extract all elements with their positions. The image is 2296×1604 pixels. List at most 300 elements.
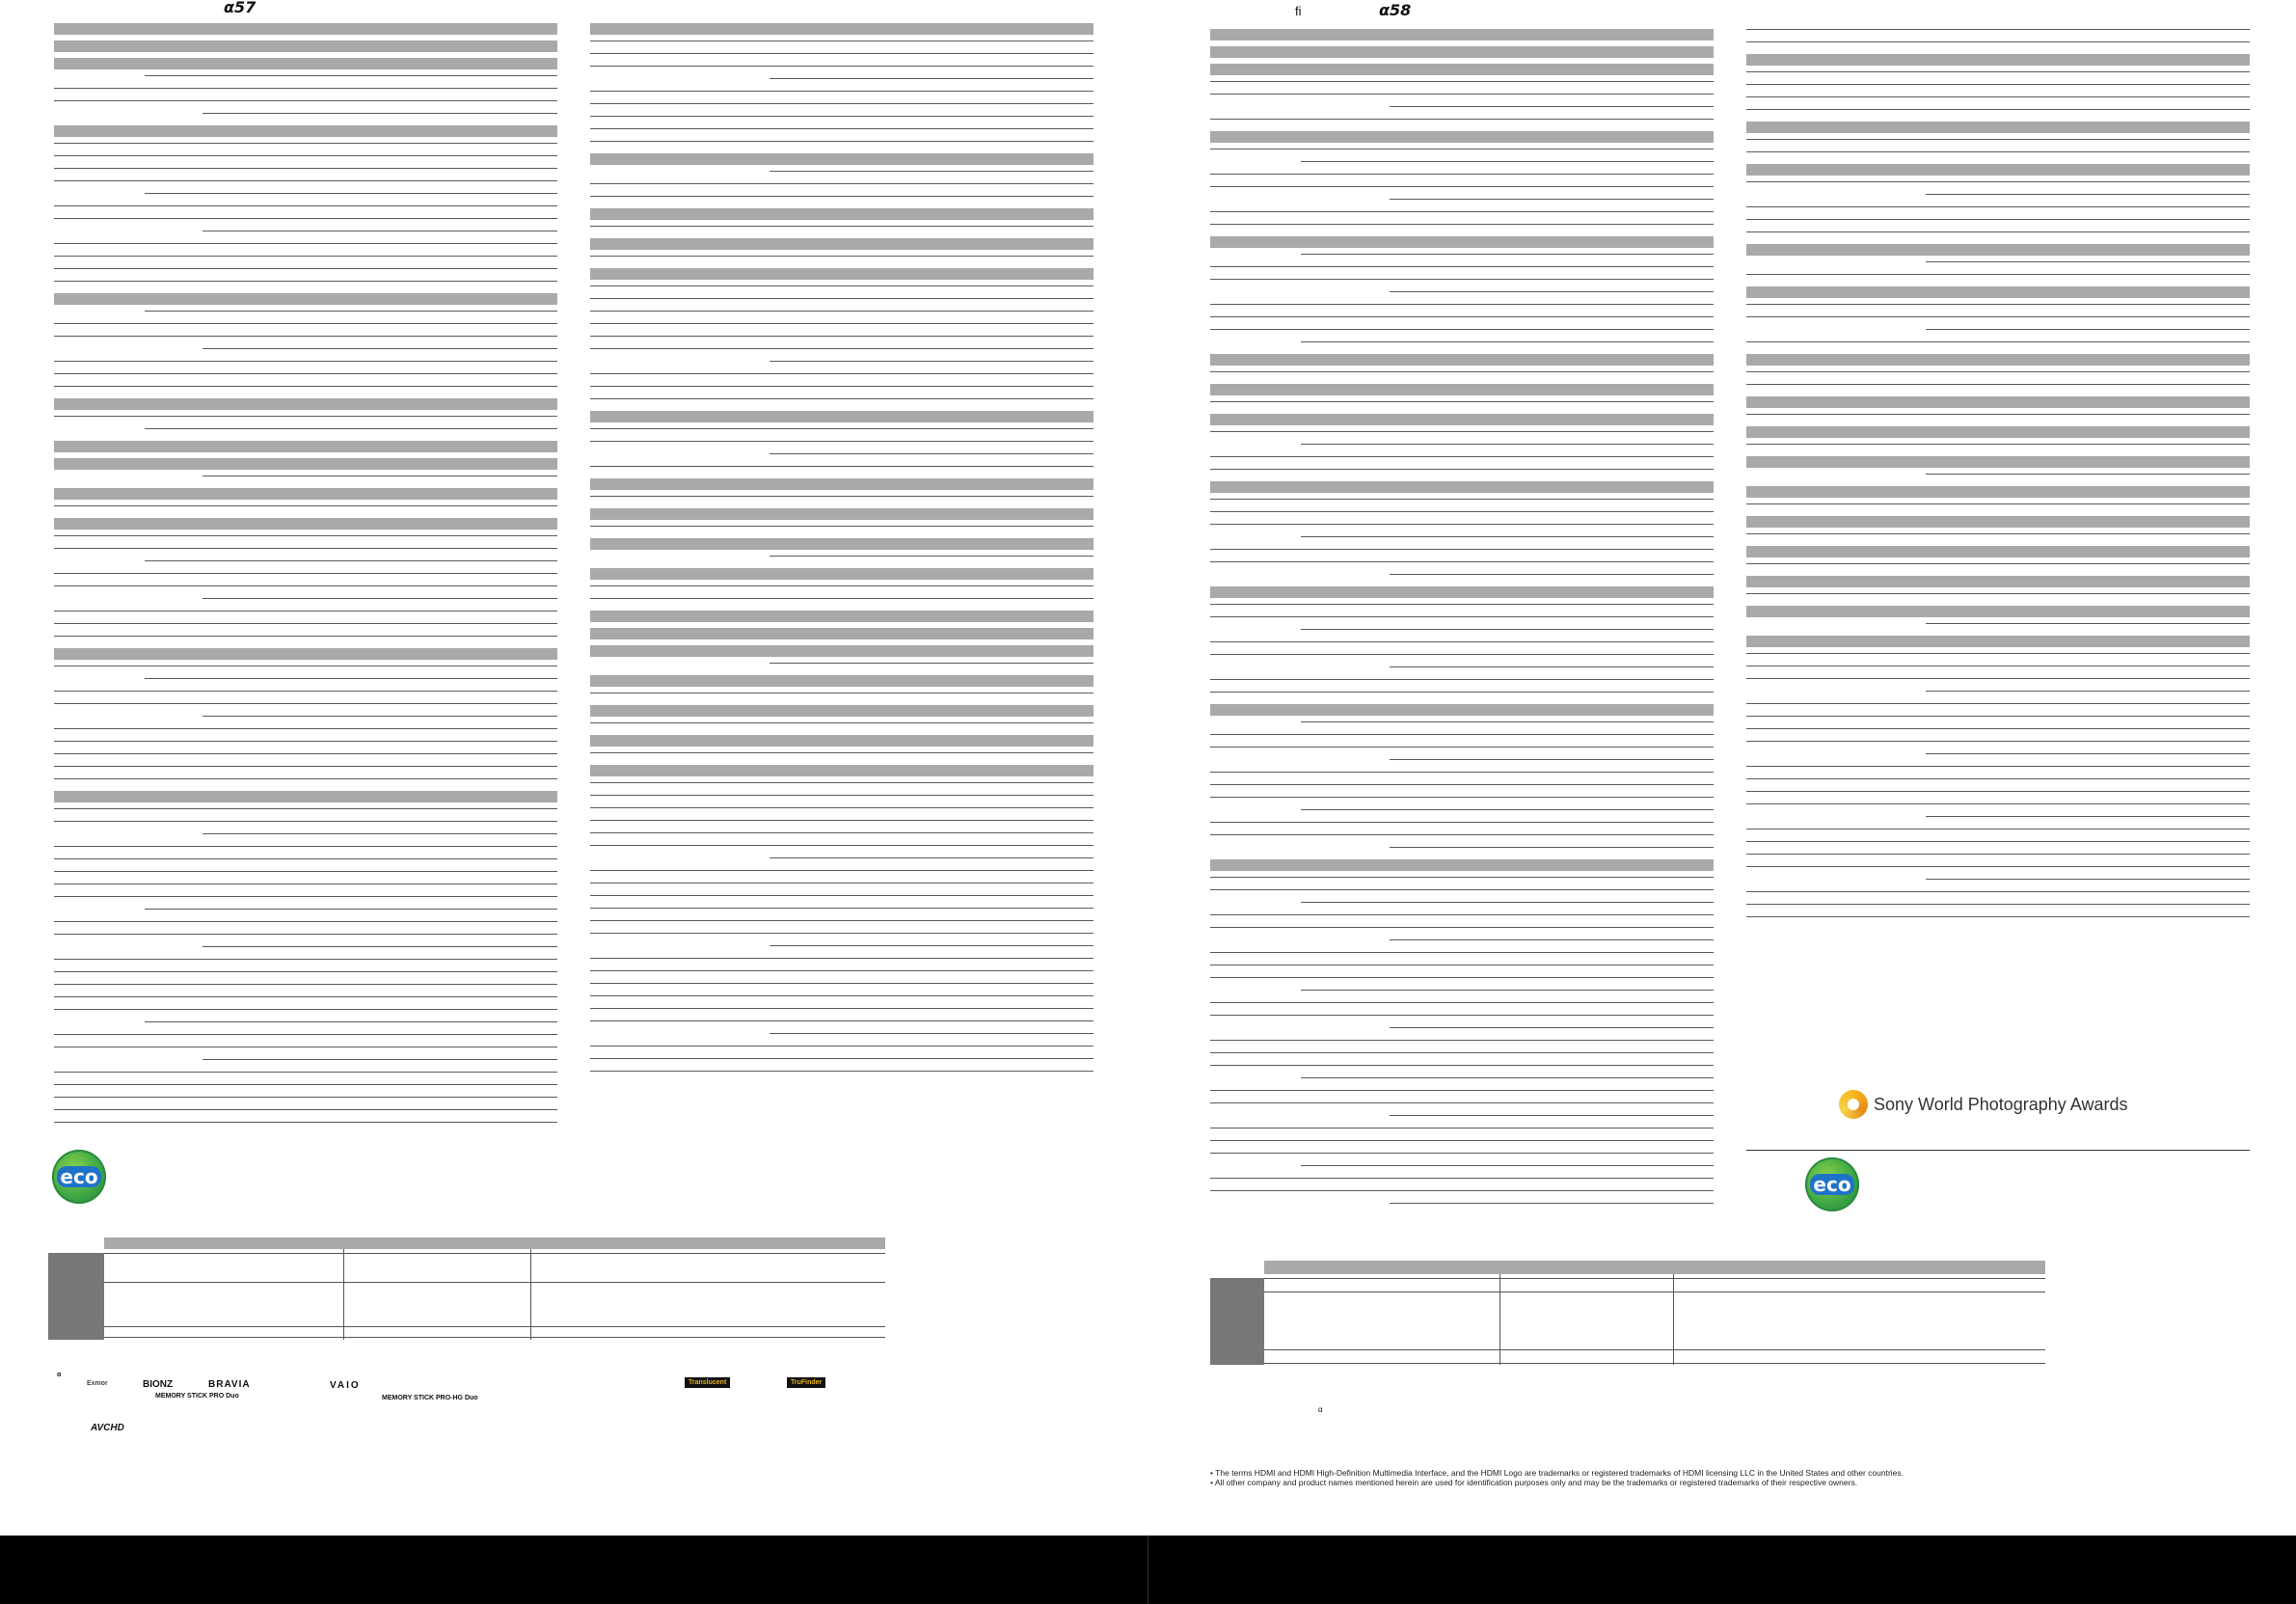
memory-stick-pro-hg-duo-logo: MEMORY STICK PRO-HG Duo [382, 1395, 478, 1401]
section-header-band [54, 293, 557, 305]
spec-row-rule [54, 143, 557, 144]
spec-row-rule [1301, 444, 1714, 445]
footnote-hdmi: • The terms HDMI and HDMI High-Definition Multimedia Interface, and the HDMI Logo are trademarks or registered trademarks of HDMI licensing LLC in the United States and other countries. [1210, 1468, 1904, 1478]
section-header-band [54, 398, 557, 410]
left-spec-column-2 [590, 0, 1094, 1128]
spec-row-rule [54, 155, 557, 156]
section-header-band [1746, 164, 2250, 176]
spec-row-rule [1746, 71, 2250, 72]
section-header-band [1746, 606, 2250, 617]
spec-row-rule [770, 857, 1094, 858]
spec-row-rule [590, 920, 1094, 921]
spec-row-rule [1746, 503, 2250, 504]
spec-row-rule [54, 1009, 557, 1010]
section-header-band [1746, 354, 2250, 366]
spec-row-rule [54, 168, 557, 169]
section-header-band [1210, 414, 1714, 425]
spec-row-rule [1210, 1052, 1714, 1053]
spec-row-rule [54, 373, 557, 374]
spec-row-rule [590, 323, 1094, 324]
spec-row-rule [1746, 371, 2250, 372]
spec-row-rule [1210, 604, 1714, 605]
spec-row-rule [1210, 679, 1714, 680]
spec-row-rule [54, 1109, 557, 1110]
spec-row-rule [590, 398, 1094, 399]
spec-row-rule [1746, 151, 2250, 152]
spec-row-rule [590, 908, 1094, 909]
section-header-band [1210, 236, 1714, 248]
spec-row-rule [1210, 186, 1714, 187]
spec-row-rule [1746, 316, 2250, 317]
spec-row-rule [590, 820, 1094, 821]
spec-row-rule [54, 1072, 557, 1073]
spec-row-rule [54, 821, 557, 822]
spec-row-rule [1746, 904, 2250, 905]
section-header-band [590, 478, 1094, 490]
section-header-band [1746, 122, 2250, 133]
spec-row-rule [1746, 274, 2250, 275]
right-spec-column-1 [1210, 0, 1714, 1225]
section-header-band [1746, 546, 2250, 557]
section-header-band [590, 705, 1094, 717]
section-header-band [1210, 859, 1714, 871]
spec-row-rule [1746, 593, 2250, 594]
spec-row-rule [1746, 384, 2250, 385]
table-header-band [1264, 1261, 2045, 1274]
footnote-trademarks: • All other company and product names mentioned herein are used for identification purposes only and may be the trademarks or registered trademarks of their respective owners. [1210, 1478, 1858, 1487]
spec-row-rule [1746, 678, 2250, 679]
table-header-band [104, 1237, 885, 1249]
section-header-band [1746, 426, 2250, 438]
spec-row-rule [1926, 474, 2250, 475]
spec-row-rule [145, 311, 557, 312]
spec-row-rule [1746, 139, 2250, 140]
spec-row-rule [1301, 341, 1714, 342]
table-rule [1264, 1291, 2045, 1292]
spec-row-rule [1746, 728, 2250, 729]
table-rule [1264, 1349, 2045, 1350]
spec-row-rule [54, 256, 557, 257]
spec-row-rule [590, 256, 1094, 257]
spec-row-rule [590, 128, 1094, 129]
spec-row-rule [1210, 914, 1714, 915]
section-header-band [1746, 286, 2250, 298]
section-header-band [590, 765, 1094, 776]
spec-row-rule [1746, 916, 2250, 917]
spec-row-rule [1210, 224, 1714, 225]
memory-stick-pro-duo-logo: MEMORY STICK PRO Duo [155, 1393, 239, 1400]
section-header-band [54, 458, 557, 470]
spec-row-rule [1210, 431, 1714, 432]
right-compat-table [1210, 1261, 2045, 1365]
spec-row-rule [590, 298, 1094, 299]
spec-row-rule [1746, 84, 2250, 85]
spec-row-rule [590, 870, 1094, 871]
section-header-band [1210, 586, 1714, 598]
spec-row-rule [590, 1020, 1094, 1021]
spec-row-rule [1390, 291, 1714, 292]
spec-row-rule [54, 846, 557, 847]
spec-row-rule [54, 1084, 557, 1085]
section-header-band [1746, 516, 2250, 528]
spec-row-rule [1210, 877, 1714, 878]
table-rule [1264, 1363, 2045, 1364]
spec-row-rule [590, 883, 1094, 884]
spec-row-rule [1746, 96, 2250, 97]
table-rule [104, 1253, 885, 1254]
spec-row-rule [590, 348, 1094, 349]
table-col-divider [530, 1249, 531, 1340]
spec-row-rule [1746, 444, 2250, 445]
spec-row-rule [54, 753, 557, 754]
section-header-band [1746, 486, 2250, 498]
eco-logo-right: eco [1805, 1157, 1859, 1211]
spec-row-rule [54, 535, 557, 536]
table-rule [1264, 1278, 2045, 1279]
spec-row-rule [54, 386, 557, 387]
spec-row-rule [1210, 1153, 1714, 1154]
spec-row-rule [1390, 1203, 1714, 1204]
eco-logo-left: eco [52, 1150, 106, 1204]
spec-row-rule [1746, 854, 2250, 855]
spec-row-rule [1210, 834, 1714, 835]
spec-row-rule [1210, 266, 1714, 267]
spec-row-rule [770, 1033, 1094, 1034]
table-row-header [1210, 1278, 1264, 1365]
spec-row-rule [590, 386, 1094, 387]
avchd-logo: AVCHD [91, 1423, 124, 1433]
spec-row-rule [54, 180, 557, 181]
section-header-band [590, 268, 1094, 280]
spec-row-rule [1390, 939, 1714, 940]
spec-row-rule [1926, 879, 2250, 880]
spec-row-rule [770, 945, 1094, 946]
spec-row-rule [590, 526, 1094, 527]
table-rule [104, 1337, 885, 1338]
section-header-band [590, 538, 1094, 550]
spec-row-rule [1390, 199, 1714, 200]
spec-row-rule [590, 970, 1094, 971]
spec-row-rule [1390, 574, 1714, 575]
spec-row-rule [590, 895, 1094, 896]
spec-row-rule [590, 1008, 1094, 1009]
spec-row-rule [1301, 161, 1714, 162]
translucent-logo: Translucent [685, 1377, 730, 1388]
section-header-band [590, 735, 1094, 747]
spec-row-rule [770, 556, 1094, 557]
spec-row-rule [590, 103, 1094, 104]
spec-row-rule [590, 373, 1094, 374]
spec-row-rule [590, 466, 1094, 467]
section-header-band [1746, 396, 2250, 408]
section-header-band [590, 153, 1094, 165]
section-header-band [1210, 131, 1714, 143]
spec-row-rule [590, 91, 1094, 92]
table-rule [104, 1326, 885, 1327]
spec-row-rule [1301, 902, 1714, 903]
spec-row-rule [1210, 469, 1714, 470]
spec-row-rule [770, 453, 1094, 454]
spec-row-rule [203, 348, 557, 349]
spec-row-rule [203, 598, 557, 599]
spec-row-rule [1926, 753, 2250, 754]
section-header-band [590, 628, 1094, 639]
spec-row-rule [590, 1046, 1094, 1047]
spec-row-rule [54, 573, 557, 574]
spec-row-rule [1210, 641, 1714, 642]
spec-row-rule [145, 1021, 557, 1022]
spec-row-rule [590, 832, 1094, 833]
spec-row-rule [54, 1122, 557, 1123]
spec-row-rule [1926, 329, 2250, 330]
spec-row-rule [590, 722, 1094, 723]
section-header-band [54, 58, 557, 69]
section-header-band [590, 411, 1094, 422]
spec-row-rule [54, 323, 557, 324]
spec-row-rule [54, 808, 557, 809]
spec-row-rule [1210, 1002, 1714, 1003]
spec-row-rule [590, 196, 1094, 197]
spec-row-rule [590, 933, 1094, 934]
spec-row-rule [145, 909, 557, 910]
section-header-band [590, 238, 1094, 250]
spec-row-rule [590, 598, 1094, 599]
spec-row-rule [145, 193, 557, 194]
spec-row-rule [1210, 1015, 1714, 1016]
spec-row-rule [1746, 231, 2250, 232]
spec-row-rule [145, 428, 557, 429]
spec-row-rule [1390, 106, 1714, 107]
spec-row-rule [1746, 791, 2250, 792]
spec-row-rule [54, 858, 557, 859]
spec-row-rule [203, 1059, 557, 1060]
spec-row-rule [590, 66, 1094, 67]
spec-row-rule [54, 959, 557, 960]
section-header-band [1746, 636, 2250, 647]
table-rule [104, 1282, 885, 1283]
spec-row-rule [1210, 1102, 1714, 1103]
spec-row-rule [54, 623, 557, 624]
vaio-logo: VAIO [330, 1380, 361, 1391]
bravia-logo: BRAVIA [208, 1379, 251, 1390]
spec-row-rule [1746, 206, 2250, 207]
section-header-band [54, 648, 557, 660]
spec-row-rule [54, 416, 557, 417]
right-title-prefix: fi [1295, 4, 1302, 18]
spec-row-rule [590, 428, 1094, 429]
spec-row-rule [590, 845, 1094, 846]
swpa-icon [1839, 1090, 1868, 1119]
spec-row-rule [54, 971, 557, 972]
spec-row-rule [1210, 1090, 1714, 1091]
spec-row-rule [1926, 691, 2250, 692]
spec-row-rule [770, 663, 1094, 664]
spec-row-rule [54, 984, 557, 985]
spec-row-rule [54, 268, 557, 269]
spec-row-rule [1746, 533, 2250, 534]
swpa-divider [1746, 1150, 2250, 1151]
spec-row-rule [590, 226, 1094, 227]
spec-row-rule [1210, 119, 1714, 120]
spec-row-rule [54, 691, 557, 692]
spec-row-rule [54, 921, 557, 922]
spec-row-rule [1210, 747, 1714, 748]
spec-row-rule [54, 996, 557, 997]
spec-row-rule [1301, 254, 1714, 255]
spec-row-rule [1210, 316, 1714, 317]
section-header-band [54, 791, 557, 802]
spec-row-rule [1926, 261, 2250, 262]
spec-row-rule [145, 560, 557, 561]
spec-row-rule [590, 53, 1094, 54]
spec-row-rule [1746, 766, 2250, 767]
spec-row-rule [1746, 219, 2250, 220]
left-page-title: α57 [224, 0, 257, 16]
right-spec-column-2 [1746, 0, 2250, 1157]
spec-row-rule [1746, 29, 2250, 30]
table-col-divider [1673, 1274, 1674, 1365]
spec-row-rule [1210, 174, 1714, 175]
spec-row-rule [1301, 721, 1714, 722]
spec-row-rule [590, 795, 1094, 796]
spec-row-rule [54, 636, 557, 637]
spec-row-rule [54, 100, 557, 101]
spec-row-rule [1210, 952, 1714, 953]
spec-row-rule [203, 946, 557, 947]
exmor-logo: Exmor [87, 1380, 108, 1387]
spec-row-rule [590, 285, 1094, 286]
spec-row-rule [1746, 653, 2250, 654]
spec-row-rule [1390, 1027, 1714, 1028]
spec-row-rule [590, 141, 1094, 142]
spec-row-rule [770, 171, 1094, 172]
spec-row-rule [203, 833, 557, 834]
spec-row-rule [1390, 666, 1714, 667]
spec-row-rule [1210, 889, 1714, 890]
section-header-band [590, 208, 1094, 220]
section-header-band [590, 675, 1094, 687]
spec-row-rule [1746, 563, 2250, 564]
spec-row-rule [1210, 1178, 1714, 1179]
spec-row-rule [54, 336, 557, 337]
trufinder-logo: TruFinder [787, 1377, 825, 1388]
spec-row-rule [54, 778, 557, 779]
spec-row-rule [1746, 414, 2250, 415]
spec-row-rule [54, 728, 557, 729]
section-header-band [590, 568, 1094, 580]
spec-row-rule [590, 336, 1094, 337]
section-header-band [1210, 64, 1714, 75]
spec-row-rule [1390, 759, 1714, 760]
spec-row-rule [590, 958, 1094, 959]
alpha-mark: α [57, 1372, 62, 1378]
section-header-band [1210, 29, 1714, 41]
section-header-band [590, 23, 1094, 35]
right-page [1148, 0, 2296, 1536]
spec-row-rule [1210, 94, 1714, 95]
section-header-band [1746, 576, 2250, 587]
spec-row-rule [1746, 803, 2250, 804]
spec-row-rule [1210, 149, 1714, 150]
spec-row-rule [1210, 1190, 1714, 1191]
spec-row-rule [1210, 211, 1714, 212]
section-header-band [1746, 456, 2250, 468]
spec-row-rule [1210, 1140, 1714, 1141]
spec-row-rule [54, 1034, 557, 1035]
spec-row-rule [1746, 181, 2250, 182]
left-spec-column-1 [54, 0, 557, 1128]
spec-row-rule [1210, 734, 1714, 735]
spec-row-rule [1210, 456, 1714, 457]
table-col-divider [1499, 1274, 1500, 1365]
spec-row-rule [590, 995, 1094, 996]
spec-row-rule [1746, 841, 2250, 842]
spec-row-rule [1210, 977, 1714, 978]
spec-row-rule [54, 548, 557, 549]
section-header-band [1210, 46, 1714, 58]
spec-row-rule [1210, 371, 1714, 372]
spec-row-rule [1210, 561, 1714, 562]
spec-row-rule [54, 1097, 557, 1098]
spec-row-rule [1210, 279, 1714, 280]
spec-row-rule [1210, 524, 1714, 525]
spec-row-rule [770, 78, 1094, 79]
spec-row-rule [1301, 990, 1714, 991]
spec-row-rule [1746, 716, 2250, 717]
spec-row-rule [1746, 703, 2250, 704]
section-header-band [1210, 481, 1714, 493]
spec-row-rule [1746, 341, 2250, 342]
spec-row-rule [54, 88, 557, 89]
spec-row-rule [590, 1071, 1094, 1072]
spec-row-rule [54, 871, 557, 872]
section-header-band [590, 508, 1094, 520]
section-header-band [1210, 354, 1714, 366]
section-header-band [54, 125, 557, 137]
spec-row-rule [1746, 866, 2250, 867]
spec-row-rule [1746, 891, 2250, 892]
spec-row-rule [590, 782, 1094, 783]
spec-row-rule [54, 741, 557, 742]
spec-row-rule [1210, 81, 1714, 82]
spec-row-rule [1210, 797, 1714, 798]
section-header-band [54, 41, 557, 52]
spec-row-rule [145, 75, 557, 76]
spec-row-rule [1210, 616, 1714, 617]
spec-row-rule [1926, 623, 2250, 624]
spec-row-rule [1210, 1065, 1714, 1066]
spec-row-rule [54, 934, 557, 935]
spec-row-rule [1210, 927, 1714, 928]
alpha-glyph: α [1318, 1405, 1323, 1414]
spec-row-rule [54, 896, 557, 897]
spec-row-rule [54, 703, 557, 704]
spec-row-rule [1210, 329, 1714, 330]
section-header-band [590, 645, 1094, 657]
section-header-band [1210, 704, 1714, 716]
spec-row-rule [590, 496, 1094, 497]
spec-row-rule [590, 183, 1094, 184]
section-header-band [54, 518, 557, 530]
spec-row-rule [54, 766, 557, 767]
spec-row-rule [1210, 549, 1714, 550]
spec-row-rule [54, 505, 557, 506]
table-col-divider [343, 1249, 344, 1340]
spec-row-rule [1301, 536, 1714, 537]
spec-row-rule [1301, 1077, 1714, 1078]
spec-row-rule [1210, 401, 1714, 402]
spec-row-rule [54, 205, 557, 206]
